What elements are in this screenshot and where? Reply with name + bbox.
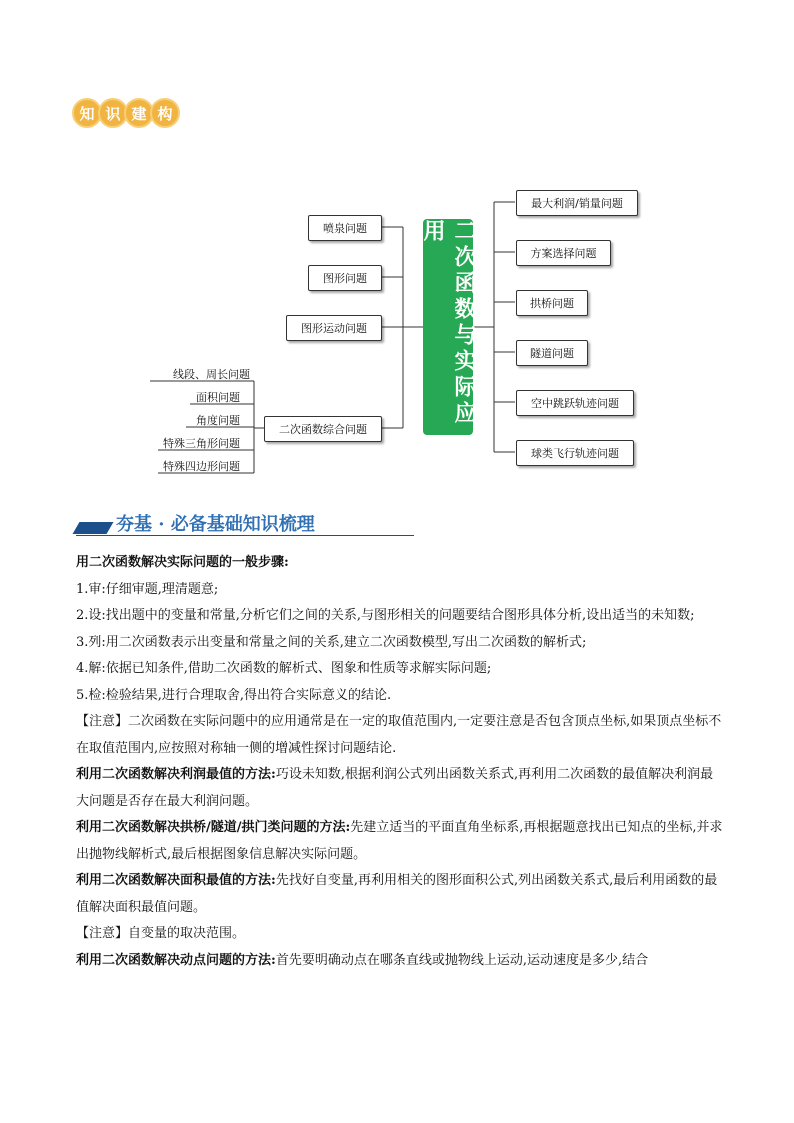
step-3: 3.列:用二次函数表示出变量和常量之间的关系,建立二次函数模型,写出二次函数的解析式; (76, 634, 587, 650)
mindmap-connectors (0, 0, 794, 480)
method-area (76, 868, 726, 921)
note-label: 【注意】 (76, 714, 129, 729)
sub-item-angle: 角度问题 (196, 414, 240, 427)
badge-char: 构 (150, 98, 180, 128)
method-text: 先找好自变量,再利用相关的图形面积公式,列出函数关系式,最后利用函数的最值解决面积最值问题。 (76, 873, 718, 915)
method-text: 首先要明确动点在哪条直线或抛物线上运动,运动速度是多少,结合 (275, 952, 649, 968)
note-label: 【注意】 (76, 926, 129, 941)
mindmap-node-shape: 图形问题 (308, 265, 382, 291)
note-text: 自变量的取决范围。 (128, 926, 246, 941)
mindmap-node-jump-trajectory: 空中跳跃轨迹问题 (516, 390, 634, 416)
method-label: 利用二次函数解决动点问题的方法: (76, 952, 276, 968)
method-profit (76, 762, 726, 815)
note-text: 二次函数在实际问题中的应用通常是在一定的取值范围内,一定要注意是否包含顶点坐标,如果顶点坐标不在取值范围内,应按照对称轴一侧的增减性探讨问题结论. (76, 714, 722, 756)
step-4: 4.解:依据已知条件,借助二次函数的解析式、图象和性质等求解实际问题; (76, 661, 492, 676)
steps-heading (76, 550, 726, 577)
section-header-bar (73, 522, 114, 534)
mindmap-node-comprehensive: 二次函数综合问题 (264, 416, 382, 442)
method-moving-point (76, 948, 726, 975)
sub-item-special-quadrilateral: 特殊四边形问题 (163, 460, 240, 473)
mindmap-node-max-profit: 最大利润/销量问题 (516, 190, 638, 216)
method-label: 利用二次函数解决拱桥/隧道/拱门类问题的方法: (76, 820, 351, 835)
mindmap-center-node: 二次函数与实际应用 (423, 219, 473, 435)
mindmap-node-tunnel: 隧道问题 (516, 340, 588, 366)
method-text: 巧设未知数,根据利润公式列出函数关系式,再利用二次函数的最值解决利润最大问题是否存在最大利润问题。 (76, 767, 714, 809)
mindmap-node-arch-bridge: 拱桥问题 (516, 290, 588, 316)
mindmap-node-shape-motion: 图形运动问题 (286, 315, 382, 341)
section-underline (76, 535, 414, 536)
mindmap-node-ball-trajectory: 球类飞行轨迹问题 (516, 440, 634, 466)
mindmap-node-plan-choice: 方案选择问题 (516, 240, 611, 266)
step-5: 5.检:检验结果,进行合理取舍,得出符合实际意义的结论. (76, 687, 392, 703)
mindmap-node-fountain: 喷泉问题 (308, 215, 382, 241)
content-body (76, 550, 726, 974)
badge-char: 识 (98, 98, 128, 128)
method-label: 利用二次函数解决利润最值的方法: (76, 767, 276, 782)
sub-item-segment-perimeter: 线段、周长问题 (173, 368, 250, 381)
badge-char: 建 (124, 98, 154, 128)
badge-char: 知 (72, 98, 102, 128)
method-arch (76, 815, 726, 868)
method-text: 先建立适当的平面直角坐标系,再根据题意找出已知点的坐标,并求出抛物线解析式,最后根据图象信息解决实际问题。 (76, 820, 723, 862)
method-label: 利用二次函数解决面积最值的方法: (76, 873, 276, 888)
step-2: 2.设:找出题中的变量和常量,分析它们之间的关系,与图形相关的问题要结合图形具体分析,设出适当的未知数; (76, 608, 695, 623)
section-title: 夯基 · 必备基础知识梳理 (116, 514, 315, 535)
sub-item-special-triangle: 特殊三角形问题 (163, 437, 240, 450)
steps-heading-text: 用二次函数解决实际问题的一般步骤: (76, 555, 289, 570)
note-2 (76, 921, 726, 948)
section-header (76, 510, 416, 536)
step-1: 1.审:仔细审题,理清题意; (76, 581, 219, 597)
sub-item-area: 面积问题 (196, 391, 240, 404)
note-1 (76, 709, 726, 762)
